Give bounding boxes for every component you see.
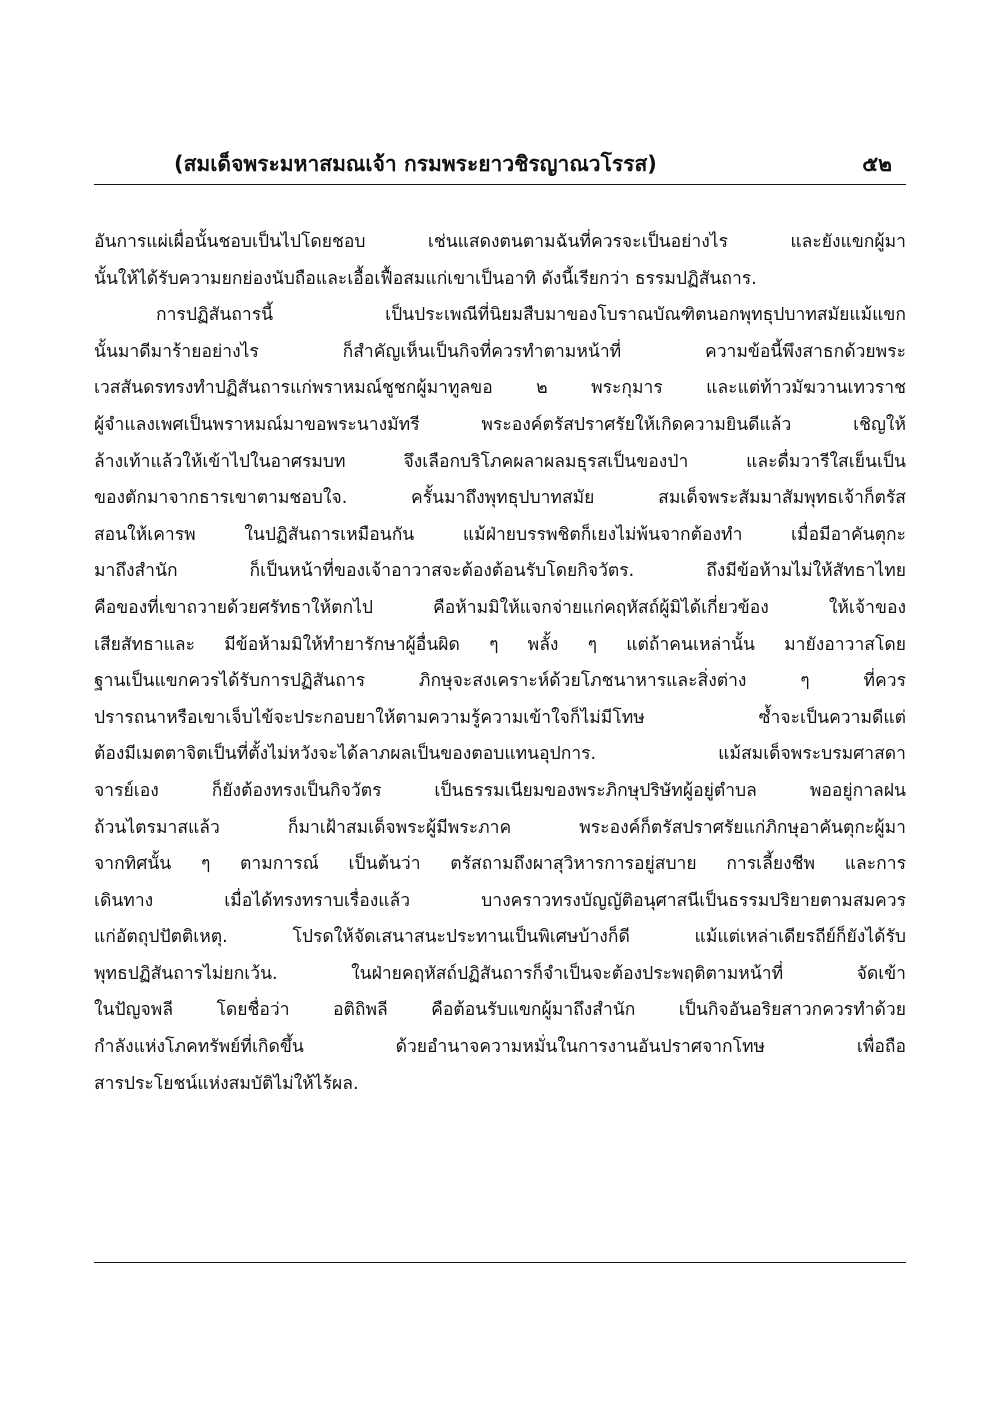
text-line: จากทิศนั้น ๆ ตามการณ์ เป็นต้นว่า ตรัสถามถึงผาสุวิหารการอยู่สบาย การเลี้ยงชีพ และการ — [94, 854, 906, 875]
text-line: กำลังแห่งโภคทรัพย์ที่เกิดขึ้น ด้วยอำนาจความหมั่นในการงานอันปราศจากโทษ เพื่อถือ — [94, 1037, 906, 1058]
text-line: เวสสันดรทรงทำปฏิสันถารแก่พราหมณ์ชูชกผู้มาทูลขอ ๒ พระกุมาร และแต่ท้าวมัฆวานเทวราช — [94, 378, 906, 399]
text-line: จารย์เอง ก็ยังต้องทรงเป็นกิจวัตร เป็นธรรมเนียมของพระภิกษุปริษัทผู้อยู่ตำบล พออยู่กาลฝน — [94, 780, 906, 801]
text-line: ในปัญจพลี โดยชื่อว่า อติถิพลี คือต้อนรับแขกผู้มาถึงสำนัก เป็นกิจอันอริยสาวกควรทำด้วย — [94, 1000, 906, 1021]
text-line: การปฏิสันถารนี้ เป็นประเพณีที่นิยมสืบมาของโบราณบัณฑิตนอกพุทธุปบาทสมัยแม้แขก — [156, 305, 906, 326]
page-number: ๕๒ — [862, 152, 892, 176]
text-line: แก่อัตถุปปัตติเหตุ. โปรดให้จัดเสนาสนะประทานเป็นพิเศษบ้างก็ดี แม้แต่เหล่าเดียรถีย์ก็ยังได้รับ — [94, 927, 906, 948]
text-line: เสียสัทธาและ มีข้อห้ามมิให้ทำยารักษาผู้อื่นผิด ๆ พลั้ง ๆ แต่ถ้าคนเหล่านั้น มายังอาวาสโดย — [94, 634, 906, 655]
page-header — [94, 140, 906, 185]
footer-divider — [94, 1262, 906, 1263]
text-line: สอนให้เคารพ ในปฏิสันถารเหมือนกัน แม้ฝ่ายบรรพชิตก็เยงไม่พ้นจากต้องทำ เมื่อมีอาคันตุกะ — [94, 524, 906, 545]
text-line: ปรารถนาหรือเขาเจ็บไข้จะประกอบยาให้ตามความรู้ความเข้าใจก็ไม่มีโทษ ซ้ำจะเป็นความดีแต่ — [94, 707, 906, 728]
text-line: มาถึงสำนัก ก็เป็นหน้าที่ของเจ้าอาวาสจะต้องต้อนรับโดยกิจวัตร. ถึงมีข้อห้ามไม่ให้สัทธาไทย — [94, 561, 906, 582]
text-line: ผู้จำแลงเพศเป็นพราหมณ์มาขอพระนางมัทรี พระองค์ตรัสปราศรัยให้เกิดความยินดีแล้ว เชิญให้ — [94, 414, 906, 435]
text-line: เดินทาง เมื่อได้ทรงทราบเรื่องแล้ว บางคราวทรงบัญญัติอนุศาสนีเป็นธรรมปริยายตามสมควร — [94, 890, 906, 911]
text-line: ของตักมาจากธารเขาตามชอบใจ. ครั้นมาถึงพุทธุปบาทสมัย สมเด็จพระสัมมาสัมพุทธเจ้าก็ตรัส — [94, 488, 906, 509]
header-title: (สมเด็จพระมหาสมณเจ้า กรมพระยาวชิรญาณวโรรส) — [174, 152, 657, 176]
text-line: นั้นมาดีมาร้ายอย่างไร ก็สำคัญเห็นเป็นกิจที่ควรทำตามหน้าที่ ความข้อนี้พึงสาธกด้วยพระ — [94, 341, 906, 362]
text-line: นั้นให้ได้รับความยกย่องนับถือและเอื้อเฟื้อสมแก่เขาเป็นอาทิ ดังนี้เรียกว่า ธรรมปฏิสันถาร. — [94, 268, 757, 289]
text-line: ต้องมีเมตตาจิตเป็นที่ตั้งไม่หวังจะได้ลาภผลเป็นของตอบแทนอุปการ. แม้สมเด็จพระบรมศาสดา — [94, 744, 906, 765]
text-line: ล้างเท้าแล้วให้เข้าไปในอาศรมบท จึงเลือกบริโภคผลาผลมธุรสเป็นของป่า และดื่มวารีใสเย็นเป็น — [94, 451, 906, 472]
text-line: ถ้วนไตรมาสแล้ว ก็มาเฝ้าสมเด็จพระผู้มีพระภาค พระองค์ก็ตรัสปราศรัยแก่ภิกษุอาคันตุกะผู้มา — [94, 817, 906, 838]
text-line: อันการแผ่เผื่อนั้นชอบเป็นไปโดยชอบ เช่นแสดงตนตามฉันที่ควรจะเป็นอย่างไร และยังแขกผู้มา — [94, 232, 906, 252]
text-line: ฐานเป็นแขกควรได้รับการปฏิสันถาร ภิกษุจะสงเคราะห์ด้วยโภชนาหารและสิ่งต่าง ๆ ที่ควร — [94, 671, 906, 692]
body-text — [94, 224, 906, 1102]
text-line: คือของที่เขาถวายด้วยศรัทธาให้ตกไป คือห้ามมิให้แจกจ่ายแก่คฤหัสถ์ผู้มิได้เกี่ยวข้อง ให้เจ้าของ — [94, 597, 906, 618]
text-line: สารประโยชน์แห่งสมบัติไม่ให้ไร้ผล. — [94, 1073, 359, 1094]
text-line: พุทธปฏิสันถารไม่ยกเว้น. ในฝ่ายคฤหัสถ์ปฏิสันถารก็จำเป็นจะต้องประพฤติตามหน้าที่ จัดเข้า — [94, 963, 906, 984]
